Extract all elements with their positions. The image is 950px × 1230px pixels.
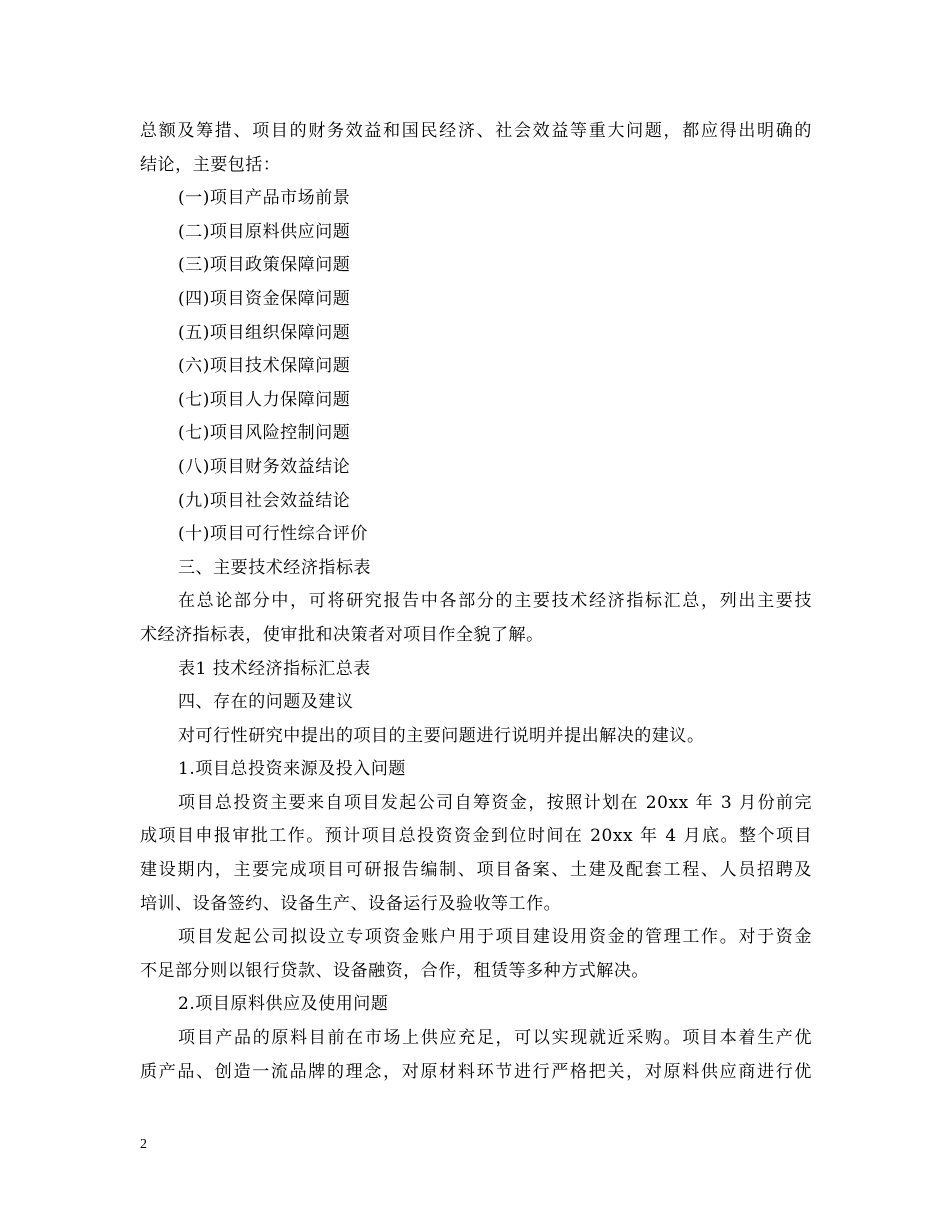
list-item: (三)项目政策保障问题: [178, 255, 351, 276]
section-heading: 三、主要技术经济指标表: [178, 557, 372, 578]
document-body: [140, 115, 812, 1089]
table-caption: 表1 技术经济指标汇总表: [178, 658, 371, 679]
list-item: (十)项目可行性综合评价: [178, 524, 368, 545]
list-item: (五)项目组织保障问题: [178, 322, 351, 343]
paragraph-line: 成项目申报审批工作。预计项目总投资资金到位时间在 20xx 年 4 月底。整个项目: [140, 826, 812, 847]
paragraph-line: 对可行性研究中提出的项目的主要问题进行说明并提出解决的建议。: [178, 725, 705, 746]
paragraph-line: 在总论部分中，可将研究报告中各部分的主要技术经济指标汇总，列出主要技: [178, 591, 812, 612]
list-item: (六)项目技术保障问题: [178, 356, 351, 377]
list-item: (九)项目社会效益结论: [178, 490, 351, 511]
paragraph-line: 建设期内，主要完成项目可研报告编制、项目备案、土建及配套工程、人员招聘及: [140, 860, 812, 881]
list-item: (七)项目人力保障问题: [178, 389, 351, 410]
paragraph-line: 质产品、创造一流品牌的理念，对原材料环节进行严格把关，对原料供应商进行优: [140, 1061, 812, 1082]
section-heading: 四、存在的问题及建议: [178, 692, 354, 713]
paragraph-line: 不足部分则以银行贷款、设备融资，合作，租赁等多种方式解决。: [140, 960, 649, 981]
paragraph-line: 项目发起公司拟设立专项资金账户用于项目建设用资金的管理工作。对于资金: [178, 927, 812, 948]
list-item: (七)项目风险控制问题: [178, 423, 351, 444]
list-item: (二)项目原料供应问题: [178, 221, 351, 242]
paragraph-line: 结论，主要包括：: [140, 154, 281, 175]
list-item: (八)项目财务效益结论: [178, 456, 351, 477]
paragraph-line: 项目总投资主要来自项目发起公司自筹资金，按照计划在 20xx 年 3 月份前完: [178, 792, 812, 813]
paragraph-line: 总额及筹措、项目的财务效益和国民经济、社会效益等重大问题，都应得出明确的: [140, 121, 812, 141]
list-item: (四)项目资金保障问题: [178, 288, 351, 309]
page-number: 2: [140, 1137, 147, 1152]
list-item: (一)项目产品市场前景: [178, 188, 351, 209]
paragraph-line: 项目产品的原料目前在市场上供应充足，可以实现就近采购。项目本着生产优: [178, 1028, 812, 1049]
paragraph-line: 培训、设备签约、设备生产、设备运行及验收等工作。: [140, 893, 562, 914]
paragraph-line: 术经济指标表，使审批和决策者对项目作全貌了解。: [140, 624, 544, 645]
subsection-heading: 2.项目原料供应及使用问题: [178, 994, 389, 1015]
subsection-heading: 1.项目总投资来源及投入问题: [178, 759, 406, 780]
